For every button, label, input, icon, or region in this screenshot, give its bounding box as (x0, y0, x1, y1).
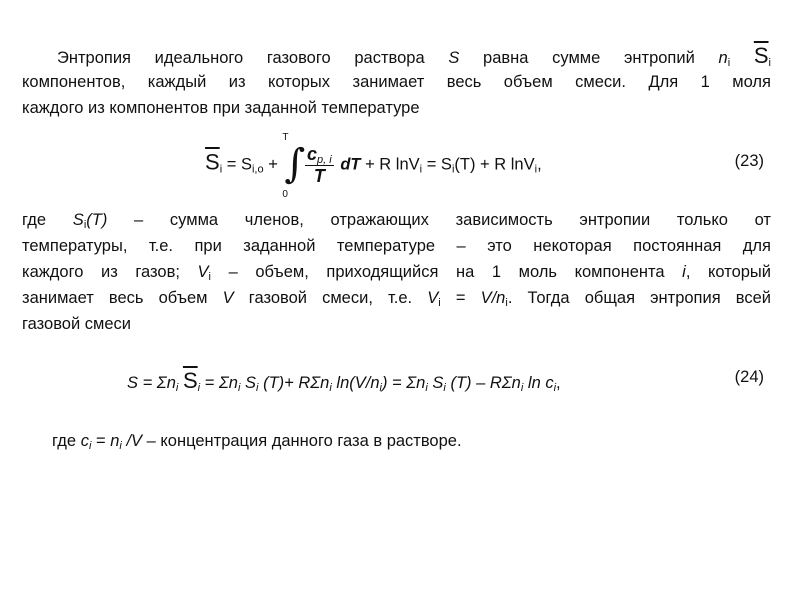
equation-23-body: $\overline{S}_i = S_{i,o}$ + T ∫ 0 $\frac{c_{p, i}}{T}$ dT + R $\ln V_i = S_i(T) + R$ lnV$_i$, (205, 132, 542, 200)
paragraph-intro-line-1: Энтропия идеального газового раствора S равна сумме энтропий $n_i$ $\overline{S}_i$ (57, 43, 771, 69)
paragraph-explanation-line-2: температуры, т.е. при заданной температуре – это некоторая постоянная для (22, 237, 771, 255)
fraction-cp-over-T: $\frac{c_{p, i}}{T}$ (307, 143, 332, 186)
paragraph-intro-line-2: компонентов, каждый из которых занимает весь объем смеси. Для 1 моля (22, 73, 771, 91)
paragraph-explanation (22, 207, 771, 337)
paragraph-concentration (52, 428, 752, 454)
equation-24-number: (24) (734, 368, 764, 386)
equation-24-body: $S = \Sigma n_i$ $\overline{S}_i = \Sigma n_i$ $S_i$ (T)+ RΣn$_i$ $\ln(V/n_i) = \Sigma n_i$ $S_i$ (T) – RΣn$_i$ $\ln c_i$, (127, 368, 561, 394)
equation-23-number: (23) (734, 152, 764, 170)
paragraph-explanation-line-3: каждого из газов; $V_i$ – объем, приходящийся на 1 моль компонента i, который (22, 263, 772, 283)
paragraph-concentration-line: где $c_i = n_i$ /V – концентрация данного газа в растворе. (52, 432, 462, 452)
integral-sign: T ∫ 0 (282, 132, 306, 200)
paragraph-explanation-line-4: занимает весь объем V газовой смеси, т.е. $V_i = V/n_i$. Тогда общая энтропия всей (22, 289, 771, 309)
paragraph-explanation-line-1: где $S_i(T)$ – сумма членов, отражающих зависимость энтропии только от (22, 211, 771, 231)
paragraph-explanation-line-5: газовой смеси (22, 315, 131, 333)
paragraph-intro (22, 43, 771, 121)
equation-23 (0, 132, 800, 200)
paragraph-intro-line-3: каждого из компонентов при заданной температуре (22, 99, 420, 117)
equation-24 (0, 366, 800, 396)
